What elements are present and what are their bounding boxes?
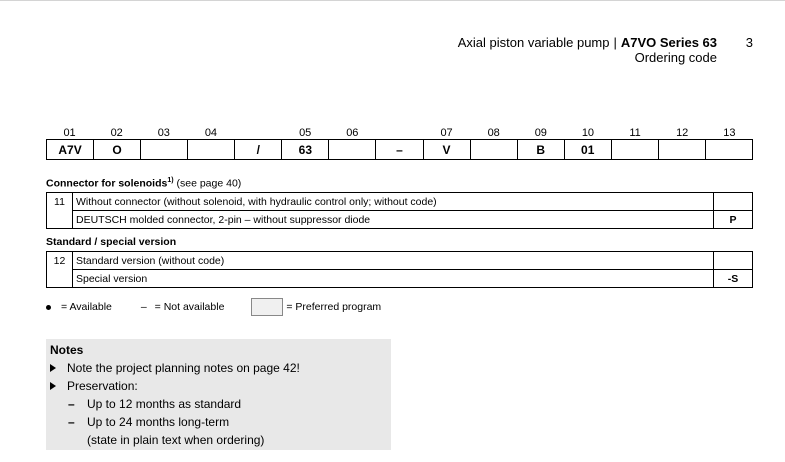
position-label: 10 <box>581 126 595 139</box>
position-label: 06 <box>346 126 359 139</box>
position-number <box>47 211 73 229</box>
code-cell: / <box>235 140 282 160</box>
notes-item-text: Preservation: <box>67 379 138 393</box>
code-cell <box>329 140 376 160</box>
solenoids-title: Connector for solenoids <box>46 177 168 190</box>
legend-not-available: = Not available <box>154 301 225 314</box>
legend-available: = Available <box>61 301 112 314</box>
code-cell <box>141 140 188 160</box>
version-table <box>46 251 753 288</box>
code-cell: B <box>517 140 564 160</box>
code-cell: A7V <box>47 140 94 160</box>
table-row <box>47 252 753 270</box>
version-section-title: Standard / special version <box>46 236 177 248</box>
header-subtitle: Ordering code <box>634 50 717 65</box>
option-code <box>714 193 753 211</box>
option-code: P <box>714 211 753 229</box>
code-cell: V <box>423 140 470 160</box>
legend <box>46 298 381 316</box>
code-cell: – <box>376 140 423 160</box>
position-number <box>47 270 73 288</box>
solenoids-table <box>46 192 753 229</box>
notes-subitem <box>50 413 387 431</box>
header-separator: | <box>613 35 617 50</box>
position-label: 02 <box>110 126 123 139</box>
bullet-triangle-icon <box>50 382 56 390</box>
position-label <box>376 126 423 139</box>
table-row <box>47 211 753 229</box>
not-available-dash: – <box>140 301 147 314</box>
position-label: 03 <box>157 126 170 139</box>
header-title <box>458 35 753 50</box>
code-cell: 01 <box>564 140 611 160</box>
code-cell: O <box>94 140 141 160</box>
option-text: Special version <box>73 270 714 288</box>
bullet-triangle-icon <box>50 364 56 372</box>
page-number: 3 <box>745 35 753 50</box>
notes-subitem-text: Up to 12 months as standard <box>87 397 242 411</box>
code-cell <box>470 140 517 160</box>
option-text: Without connector (without solenoid, with hydraulic control only; without code) <box>73 193 714 211</box>
position-label: 08 <box>487 126 500 139</box>
header-title-plain: Axial piston variable pump <box>457 35 610 50</box>
code-cell <box>188 140 235 160</box>
see-page-ref: (see page 40) <box>176 177 242 190</box>
position-label: 13 <box>723 126 736 139</box>
notes-title: Notes <box>50 343 84 357</box>
solenoids-section-title <box>46 177 241 190</box>
code-cell <box>705 140 752 160</box>
notes-item-text: Note the project planning notes on page 42! <box>67 361 300 375</box>
ordering-code-boxes <box>46 139 753 160</box>
notes-item <box>50 359 387 377</box>
dash-marker: – <box>68 397 75 411</box>
header-title-bold: A7VO Series 63 <box>620 35 717 50</box>
table-row <box>47 270 753 288</box>
table-row <box>47 193 753 211</box>
option-code: -S <box>714 270 753 288</box>
position-label: 09 <box>534 126 547 139</box>
ordering-code-positions <box>46 126 753 139</box>
top-rule <box>0 0 785 1</box>
position-number: 12 <box>47 252 73 270</box>
position-label: 01 <box>63 126 76 139</box>
notes-subitem-continuation: (state in plain text when ordering) <box>87 433 265 447</box>
position-label: 07 <box>440 126 453 139</box>
preferred-program-swatch <box>251 298 283 316</box>
notes-box <box>46 339 391 450</box>
option-code <box>714 252 753 270</box>
position-label <box>235 126 282 139</box>
legend-preferred: = Preferred program <box>286 301 382 314</box>
notes-subitem <box>50 395 387 413</box>
notes-item <box>50 377 387 395</box>
position-label: 12 <box>676 126 689 139</box>
page-header <box>458 35 753 65</box>
code-cell <box>658 140 705 160</box>
code-cell <box>611 140 658 160</box>
position-label: 11 <box>629 126 641 139</box>
notes-subitem-text: Up to 24 months long-term <box>87 415 230 429</box>
code-cell: 63 <box>282 140 329 160</box>
available-dot-icon <box>46 305 51 310</box>
option-text: DEUTSCH molded connector, 2-pin – without suppressor diode <box>73 211 714 229</box>
footnote-marker: 1) <box>167 177 174 184</box>
position-number: 11 <box>47 193 73 211</box>
dash-marker: – <box>68 415 75 429</box>
position-label: 04 <box>204 126 218 139</box>
option-text: Standard version (without code) <box>73 252 714 270</box>
position-label: 05 <box>299 126 312 139</box>
